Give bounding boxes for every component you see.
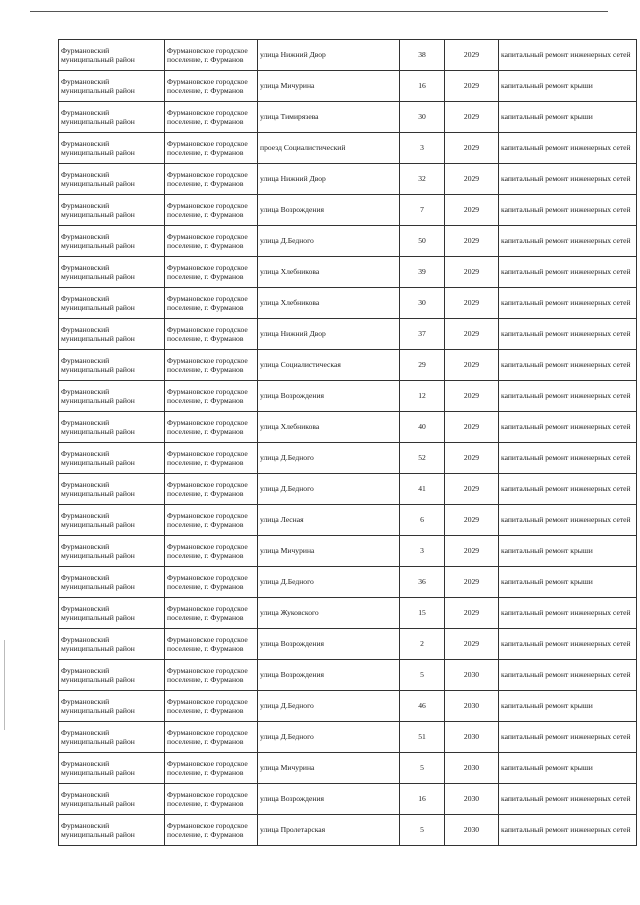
- year-cell: 2029: [445, 505, 499, 536]
- year-cell: 2029: [445, 536, 499, 567]
- work-type-cell: капитальный ремонт инженерных сетей: [499, 40, 637, 71]
- work-type-cell: капитальный ремонт инженерных сетей: [499, 505, 637, 536]
- table-row: [59, 505, 637, 536]
- settlement-cell: Фурмановское городское поселение, г. Фурманов: [165, 102, 258, 133]
- house-number-cell: 5: [400, 753, 445, 784]
- district-cell: Фурмановский муниципальный район: [59, 412, 165, 443]
- work-type-cell: капитальный ремонт крыши: [499, 536, 637, 567]
- work-type-cell: капитальный ремонт инженерных сетей: [499, 784, 637, 815]
- work-type-cell: капитальный ремонт инженерных сетей: [499, 381, 637, 412]
- table-row: [59, 133, 637, 164]
- work-type-cell: капитальный ремонт инженерных сетей: [499, 443, 637, 474]
- district-cell: Фурмановский муниципальный район: [59, 102, 165, 133]
- settlement-cell: Фурмановское городское поселение, г. Фурманов: [165, 319, 258, 350]
- street-cell: улица Возрождения: [258, 629, 400, 660]
- street-cell: улица Возрождения: [258, 660, 400, 691]
- work-type-cell: капитальный ремонт инженерных сетей: [499, 350, 637, 381]
- work-type-cell: капитальный ремонт инженерных сетей: [499, 598, 637, 629]
- table-row: [59, 195, 637, 226]
- work-type-cell: капитальный ремонт инженерных сетей: [499, 133, 637, 164]
- year-cell: 2030: [445, 753, 499, 784]
- district-cell: Фурмановский муниципальный район: [59, 381, 165, 412]
- work-type-cell: капитальный ремонт инженерных сетей: [499, 226, 637, 257]
- settlement-cell: Фурмановское городское поселение, г. Фурманов: [165, 195, 258, 226]
- year-cell: 2029: [445, 629, 499, 660]
- street-cell: улица Возрождения: [258, 784, 400, 815]
- work-type-cell: капитальный ремонт крыши: [499, 691, 637, 722]
- table-row: [59, 784, 637, 815]
- year-cell: 2029: [445, 195, 499, 226]
- settlement-cell: Фурмановское городское поселение, г. Фурманов: [165, 40, 258, 71]
- table-row: [59, 164, 637, 195]
- year-cell: 2029: [445, 598, 499, 629]
- table-body: [59, 40, 637, 846]
- district-cell: Фурмановский муниципальный район: [59, 164, 165, 195]
- settlement-cell: Фурмановское городское поселение, г. Фурманов: [165, 660, 258, 691]
- year-cell: 2029: [445, 567, 499, 598]
- work-type-cell: капитальный ремонт крыши: [499, 71, 637, 102]
- work-type-cell: капитальный ремонт инженерных сетей: [499, 319, 637, 350]
- house-number-cell: 16: [400, 784, 445, 815]
- district-cell: Фурмановский муниципальный район: [59, 660, 165, 691]
- scan-edge-mark: [4, 640, 5, 730]
- house-number-cell: 12: [400, 381, 445, 412]
- table-row: [59, 567, 637, 598]
- table-row: [59, 722, 637, 753]
- year-cell: 2030: [445, 722, 499, 753]
- year-cell: 2029: [445, 350, 499, 381]
- house-number-cell: 5: [400, 660, 445, 691]
- year-cell: 2030: [445, 784, 499, 815]
- street-cell: улица Лесная: [258, 505, 400, 536]
- street-cell: улица Д.Бедного: [258, 226, 400, 257]
- street-cell: улица Возрождения: [258, 381, 400, 412]
- street-cell: улица Д.Бедного: [258, 567, 400, 598]
- settlement-cell: Фурмановское городское поселение, г. Фурманов: [165, 381, 258, 412]
- work-type-cell: капитальный ремонт инженерных сетей: [499, 288, 637, 319]
- year-cell: 2029: [445, 443, 499, 474]
- house-number-cell: 38: [400, 40, 445, 71]
- house-number-cell: 5: [400, 815, 445, 846]
- year-cell: 2029: [445, 102, 499, 133]
- house-number-cell: 37: [400, 319, 445, 350]
- settlement-cell: Фурмановское городское поселение, г. Фурманов: [165, 815, 258, 846]
- district-cell: Фурмановский муниципальный район: [59, 629, 165, 660]
- table-row: [59, 257, 637, 288]
- year-cell: 2029: [445, 164, 499, 195]
- work-type-cell: капитальный ремонт крыши: [499, 567, 637, 598]
- house-number-cell: 30: [400, 102, 445, 133]
- work-type-cell: капитальный ремонт инженерных сетей: [499, 257, 637, 288]
- district-cell: Фурмановский муниципальный район: [59, 722, 165, 753]
- district-cell: Фурмановский муниципальный район: [59, 443, 165, 474]
- district-cell: Фурмановский муниципальный район: [59, 71, 165, 102]
- table-row: [59, 815, 637, 846]
- table-row: [59, 660, 637, 691]
- year-cell: 2029: [445, 71, 499, 102]
- house-number-cell: 6: [400, 505, 445, 536]
- street-cell: улица Нижний Двор: [258, 40, 400, 71]
- settlement-cell: Фурмановское городское поселение, г. Фурманов: [165, 598, 258, 629]
- year-cell: 2029: [445, 474, 499, 505]
- settlement-cell: Фурмановское городское поселение, г. Фурманов: [165, 722, 258, 753]
- street-cell: улица Жуковского: [258, 598, 400, 629]
- year-cell: 2029: [445, 257, 499, 288]
- settlement-cell: Фурмановское городское поселение, г. Фурманов: [165, 691, 258, 722]
- table-row: [59, 412, 637, 443]
- table-row: [59, 536, 637, 567]
- year-cell: 2030: [445, 815, 499, 846]
- house-number-cell: 29: [400, 350, 445, 381]
- settlement-cell: Фурмановское городское поселение, г. Фурманов: [165, 753, 258, 784]
- street-cell: улица Мичурина: [258, 71, 400, 102]
- year-cell: 2030: [445, 660, 499, 691]
- district-cell: Фурмановский муниципальный район: [59, 505, 165, 536]
- work-type-cell: капитальный ремонт инженерных сетей: [499, 629, 637, 660]
- table-row: [59, 598, 637, 629]
- street-cell: улица Хлебникова: [258, 412, 400, 443]
- house-number-cell: 36: [400, 567, 445, 598]
- table-row: [59, 226, 637, 257]
- work-type-cell: капитальный ремонт инженерных сетей: [499, 474, 637, 505]
- house-number-cell: 39: [400, 257, 445, 288]
- street-cell: проезд Социалистический: [258, 133, 400, 164]
- year-cell: 2029: [445, 381, 499, 412]
- district-cell: Фурмановский муниципальный район: [59, 598, 165, 629]
- table-row: [59, 288, 637, 319]
- settlement-cell: Фурмановское городское поселение, г. Фурманов: [165, 164, 258, 195]
- street-cell: улица Тимирязева: [258, 102, 400, 133]
- settlement-cell: Фурмановское городское поселение, г. Фурманов: [165, 629, 258, 660]
- settlement-cell: Фурмановское городское поселение, г. Фурманов: [165, 133, 258, 164]
- year-cell: 2029: [445, 226, 499, 257]
- settlement-cell: Фурмановское городское поселение, г. Фурманов: [165, 536, 258, 567]
- district-cell: Фурмановский муниципальный район: [59, 288, 165, 319]
- work-type-cell: капитальный ремонт инженерных сетей: [499, 412, 637, 443]
- repair-schedule-table: [58, 39, 637, 846]
- district-cell: Фурмановский муниципальный район: [59, 257, 165, 288]
- street-cell: улица Д.Бедного: [258, 722, 400, 753]
- street-cell: улица Мичурина: [258, 536, 400, 567]
- street-cell: улица Пролетарская: [258, 815, 400, 846]
- street-cell: улица Социалистическая: [258, 350, 400, 381]
- settlement-cell: Фурмановское городское поселение, г. Фурманов: [165, 226, 258, 257]
- district-cell: Фурмановский муниципальный район: [59, 226, 165, 257]
- settlement-cell: Фурмановское городское поселение, г. Фурманов: [165, 474, 258, 505]
- settlement-cell: Фурмановское городское поселение, г. Фурманов: [165, 71, 258, 102]
- settlement-cell: Фурмановское городское поселение, г. Фурманов: [165, 350, 258, 381]
- table-row: [59, 629, 637, 660]
- table-row: [59, 40, 637, 71]
- house-number-cell: 50: [400, 226, 445, 257]
- work-type-cell: капитальный ремонт инженерных сетей: [499, 195, 637, 226]
- house-number-cell: 52: [400, 443, 445, 474]
- district-cell: Фурмановский муниципальный район: [59, 133, 165, 164]
- settlement-cell: Фурмановское городское поселение, г. Фурманов: [165, 784, 258, 815]
- house-number-cell: 7: [400, 195, 445, 226]
- street-cell: улица Хлебникова: [258, 288, 400, 319]
- street-cell: улица Возрождения: [258, 195, 400, 226]
- district-cell: Фурмановский муниципальный район: [59, 195, 165, 226]
- house-number-cell: 15: [400, 598, 445, 629]
- house-number-cell: 3: [400, 536, 445, 567]
- year-cell: 2029: [445, 412, 499, 443]
- work-type-cell: капитальный ремонт крыши: [499, 102, 637, 133]
- district-cell: Фурмановский муниципальный район: [59, 474, 165, 505]
- work-type-cell: капитальный ремонт инженерных сетей: [499, 164, 637, 195]
- table-row: [59, 753, 637, 784]
- table-row: [59, 102, 637, 133]
- house-number-cell: 32: [400, 164, 445, 195]
- house-number-cell: 41: [400, 474, 445, 505]
- year-cell: 2029: [445, 133, 499, 164]
- street-cell: улица Д.Бедного: [258, 474, 400, 505]
- page-top-rule: [30, 11, 608, 12]
- district-cell: Фурмановский муниципальный район: [59, 536, 165, 567]
- house-number-cell: 2: [400, 629, 445, 660]
- house-number-cell: 51: [400, 722, 445, 753]
- table-row: [59, 474, 637, 505]
- street-cell: улица Хлебникова: [258, 257, 400, 288]
- district-cell: Фурмановский муниципальный район: [59, 784, 165, 815]
- table-row: [59, 443, 637, 474]
- house-number-cell: 3: [400, 133, 445, 164]
- house-number-cell: 40: [400, 412, 445, 443]
- table-row: [59, 71, 637, 102]
- year-cell: 2029: [445, 288, 499, 319]
- district-cell: Фурмановский муниципальный район: [59, 815, 165, 846]
- settlement-cell: Фурмановское городское поселение, г. Фурманов: [165, 443, 258, 474]
- work-type-cell: капитальный ремонт инженерных сетей: [499, 660, 637, 691]
- table-row: [59, 319, 637, 350]
- settlement-cell: Фурмановское городское поселение, г. Фурманов: [165, 257, 258, 288]
- settlement-cell: Фурмановское городское поселение, г. Фурманов: [165, 567, 258, 598]
- district-cell: Фурмановский муниципальный район: [59, 319, 165, 350]
- house-number-cell: 46: [400, 691, 445, 722]
- street-cell: улица Нижний Двор: [258, 319, 400, 350]
- year-cell: 2029: [445, 319, 499, 350]
- work-type-cell: капитальный ремонт крыши: [499, 753, 637, 784]
- table-row: [59, 381, 637, 412]
- street-cell: улица Мичурина: [258, 753, 400, 784]
- district-cell: Фурмановский муниципальный район: [59, 350, 165, 381]
- table-row: [59, 350, 637, 381]
- settlement-cell: Фурмановское городское поселение, г. Фурманов: [165, 412, 258, 443]
- district-cell: Фурмановский муниципальный район: [59, 691, 165, 722]
- street-cell: улица Д.Бедного: [258, 443, 400, 474]
- work-type-cell: капитальный ремонт инженерных сетей: [499, 722, 637, 753]
- district-cell: Фурмановский муниципальный район: [59, 753, 165, 784]
- work-type-cell: капитальный ремонт инженерных сетей: [499, 815, 637, 846]
- street-cell: улица Д.Бедного: [258, 691, 400, 722]
- year-cell: 2029: [445, 40, 499, 71]
- year-cell: 2030: [445, 691, 499, 722]
- house-number-cell: 30: [400, 288, 445, 319]
- district-cell: Фурмановский муниципальный район: [59, 567, 165, 598]
- house-number-cell: 16: [400, 71, 445, 102]
- settlement-cell: Фурмановское городское поселение, г. Фурманов: [165, 505, 258, 536]
- settlement-cell: Фурмановское городское поселение, г. Фурманов: [165, 288, 258, 319]
- district-cell: Фурмановский муниципальный район: [59, 40, 165, 71]
- table-row: [59, 691, 637, 722]
- street-cell: улица Нижний Двор: [258, 164, 400, 195]
